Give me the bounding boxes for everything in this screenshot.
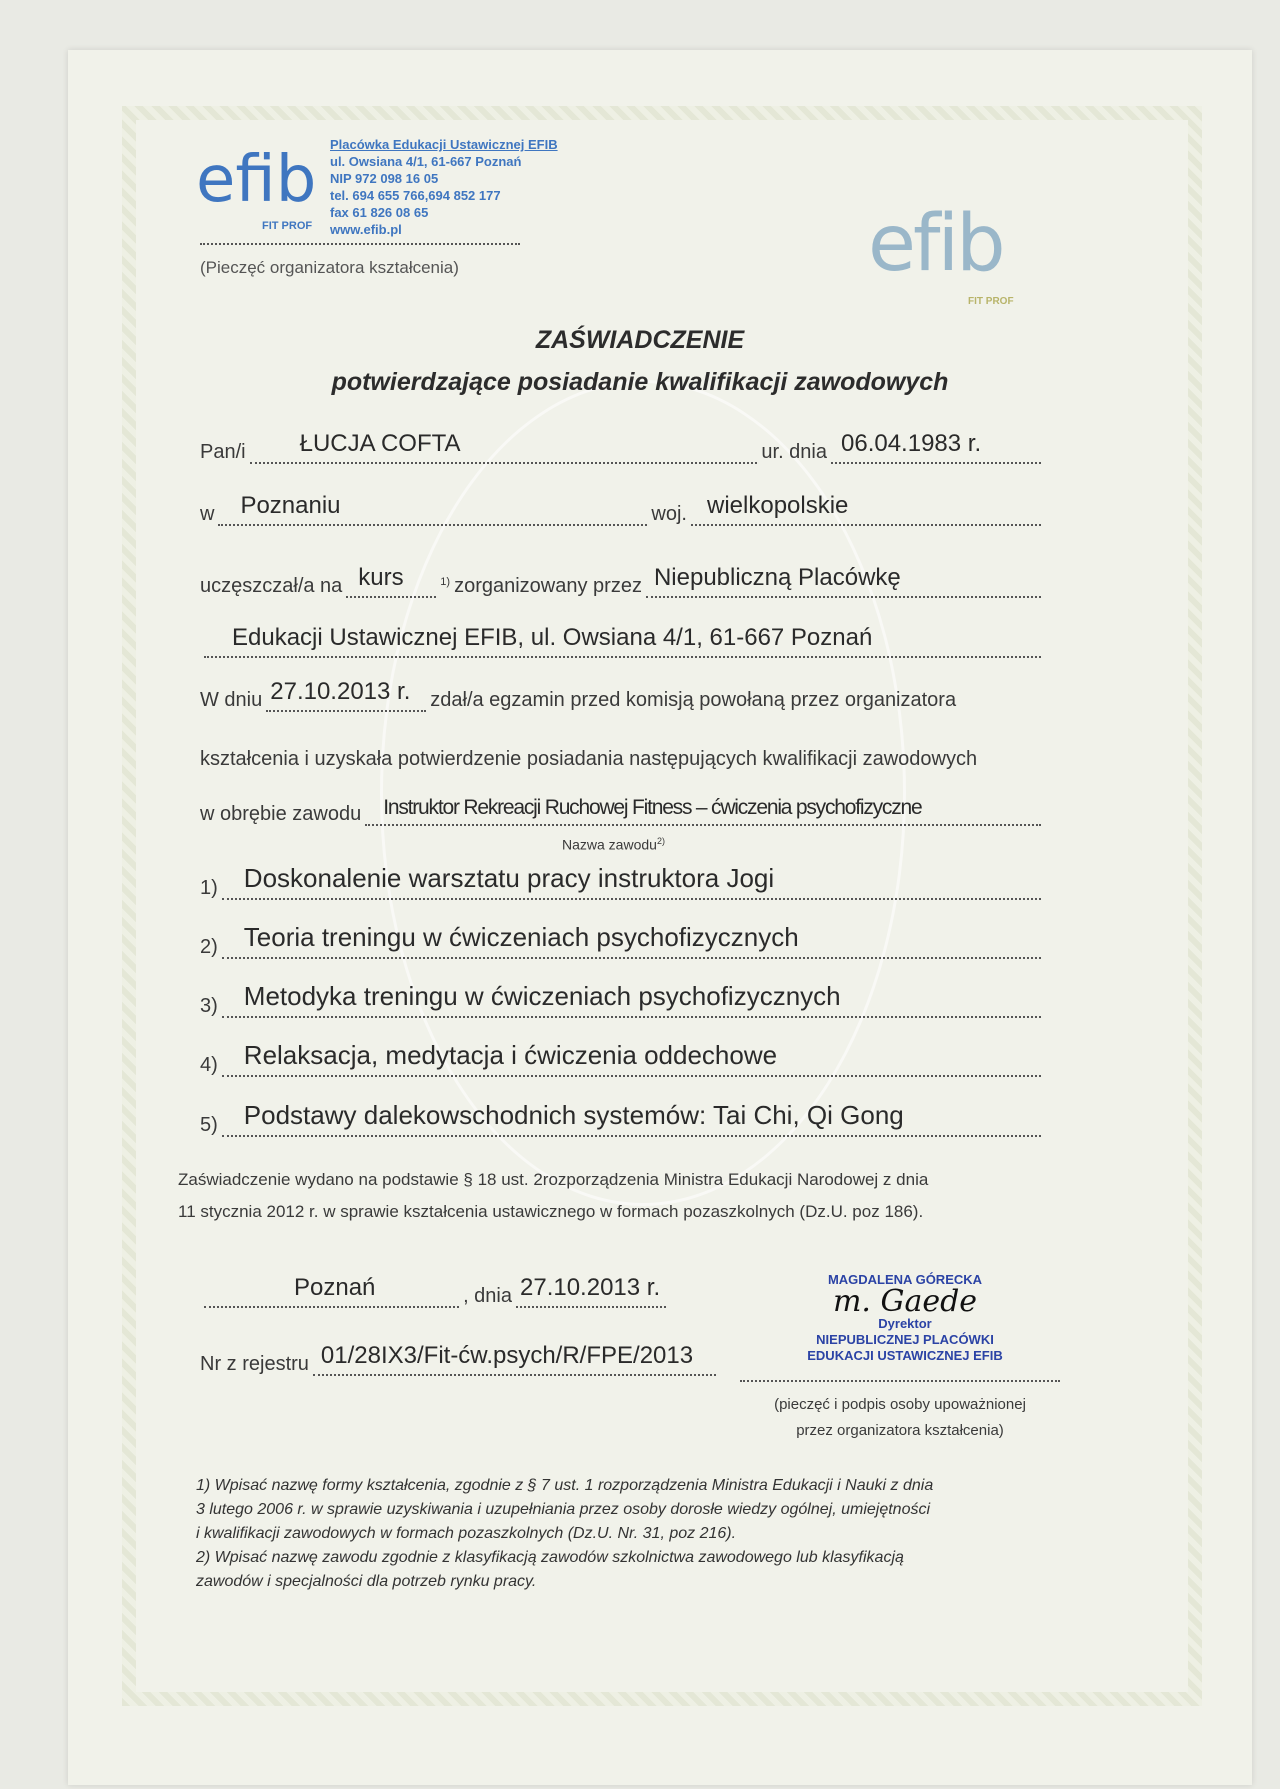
footnotes bbox=[196, 1474, 1056, 1594]
item-number: 5) bbox=[200, 1114, 218, 1136]
signer-org: EDUKACJI USTAWICZNEJ EFIB bbox=[807, 1348, 1003, 1363]
date-label: , dnia bbox=[463, 1285, 512, 1307]
organizer-value-2: Edukacji Ustawicznej EFIB, ul. Owsiana 4/1, 61-667 Poznań bbox=[232, 624, 873, 651]
footnote-ref: 1) bbox=[440, 576, 451, 588]
item-number: 1) bbox=[200, 877, 218, 899]
birth-date-value: 06.04.1983 r. bbox=[841, 430, 982, 457]
qualification-item bbox=[200, 922, 1045, 959]
handwritten-signature: m. Gaede bbox=[832, 1284, 978, 1319]
name-row bbox=[200, 430, 1045, 464]
organized-label: zorganizowany przez bbox=[454, 575, 642, 597]
signer-role: Dyrektor bbox=[878, 1316, 932, 1331]
voivodeship-label: woj. bbox=[651, 503, 687, 525]
item-text: Doskonalenie warsztatu pracy instruktora Jogi bbox=[243, 863, 775, 893]
attended-label: uczęszczał/a na bbox=[200, 575, 343, 597]
footnote-ref: 2) bbox=[656, 836, 665, 846]
stamp-line: ul. Owsiana 4/1, 61-667 Poznań bbox=[330, 154, 522, 169]
legal-basis bbox=[178, 1164, 928, 1228]
register-label: Nr z rejestru bbox=[200, 1353, 309, 1375]
item-text: Metodyka treningu w ćwiczeniach psychofizycznych bbox=[243, 981, 841, 1011]
course-row bbox=[200, 564, 1045, 598]
signature-caption bbox=[740, 1392, 1060, 1444]
name-value: ŁUCJA COFTA bbox=[299, 430, 461, 457]
city-value: Poznaniu bbox=[240, 492, 341, 519]
item-text: Podstawy dalekowschodnich systemów: Tai Chi, Qi Gong bbox=[243, 1100, 904, 1130]
caption-line: (pieczęć i podpis osoby upoważnionej bbox=[774, 1396, 1026, 1413]
signer-org: NIEPUBLICZNEJ PLACÓWKI bbox=[816, 1332, 994, 1347]
item-number: 4) bbox=[200, 1054, 218, 1076]
qualification-item bbox=[200, 1100, 1045, 1137]
legal-line: Zaświadczenie wydano na podstawie § 18 ust. 2rozporządzenia Ministra Edukacji Narodowej z dnia bbox=[178, 1170, 929, 1189]
footnote-line: 1) Wpisać nazwę formy kształcenia, zgodnie z § 7 ust. 1 rozporządzenia Ministra Edukacji i Nauki z dnia bbox=[196, 1477, 934, 1494]
form-value: kurs bbox=[358, 564, 404, 591]
profession-label: w obrębie zawodu bbox=[200, 803, 362, 825]
stamp-caption: (Pieczęć organizatora kształcenia) bbox=[200, 258, 459, 277]
item-text: Relaksacja, medytacja i ćwiczenia oddechowe bbox=[243, 1040, 778, 1070]
profession-caption bbox=[562, 836, 665, 853]
confirm-text: kształcenia i uzyskała potwierdzenie posiadania następujących kwalifikacji zawodowych bbox=[200, 748, 978, 770]
organizer-stamp-text bbox=[330, 136, 558, 238]
item-number: 3) bbox=[200, 995, 218, 1017]
footnote-line: i kwalifikacji zawodowych w formach pozaszkolnych (Dz.U. Nr. 31, poz 216). bbox=[196, 1525, 737, 1542]
brand-logo-sub: FIT PROF bbox=[968, 296, 1014, 307]
city-label: w bbox=[200, 503, 215, 525]
issue-place: Poznań bbox=[294, 1274, 376, 1301]
stamp-line: www.efib.pl bbox=[330, 222, 402, 237]
organizer-value-1: Niepubliczną Placówkę bbox=[653, 564, 901, 591]
caption-text: Nazwa zawodu bbox=[562, 836, 657, 853]
issue-row bbox=[200, 1274, 670, 1308]
document-subtitle: potwierdzające posiadanie kwalifikacji zawodowych bbox=[331, 368, 949, 396]
item-number: 2) bbox=[200, 936, 218, 958]
footnote-line: zawodów i specjalności dla potrzeb rynku pracy. bbox=[196, 1573, 537, 1590]
stamp-line: tel. 694 655 766,694 852 177 bbox=[330, 188, 501, 203]
register-row bbox=[200, 1342, 720, 1376]
profession-row bbox=[200, 796, 1045, 826]
exam-row bbox=[200, 678, 1045, 712]
city-row bbox=[200, 492, 1045, 526]
footnote-line: 2) Wpisać nazwę zawodu zgodnie z klasyfikacją zawodów szkolnictwa zawodowego lub klasyfikacją bbox=[196, 1549, 904, 1566]
name-label: Pan/i bbox=[200, 441, 246, 463]
exam-date-value: 27.10.2013 r. bbox=[270, 678, 411, 705]
stamp-line: NIP 972 098 16 05 bbox=[330, 171, 439, 186]
qualification-item bbox=[200, 863, 1045, 900]
legal-line: 11 stycznia 2012 r. w sprawie kształcenia ustawicznego w formach pozaszkolnych (Dz.U. poz 186). bbox=[178, 1202, 924, 1221]
document-title: ZAŚWIADCZENIE bbox=[535, 326, 745, 354]
voivodeship-value: wielkopolskie bbox=[707, 492, 849, 519]
organizer-logo: efib bbox=[196, 143, 317, 217]
signature-dotted-line bbox=[740, 1380, 1060, 1382]
profession-value: Instruktor Rekreacji Ruchowej Fitness – ćwiczenia psychofizyczne bbox=[383, 796, 922, 819]
organizer-row bbox=[200, 624, 1045, 658]
exam-text: zdał/a egzamin przed komisją powołaną przez organizatora bbox=[430, 689, 957, 711]
item-text: Teoria treningu w ćwiczeniach psychofizycznych bbox=[243, 922, 799, 952]
stamp-line: Placówka Edukacji Ustawicznej EFIB bbox=[330, 137, 558, 152]
stamp-line: fax 61 826 08 65 bbox=[330, 205, 429, 220]
signature-stamp bbox=[790, 1272, 1020, 1364]
register-number: 01/28IX3/Fit-ćw.psych/R/FPE/2013 bbox=[320, 1342, 694, 1369]
organizer-logo-sub: FIT PROF bbox=[262, 220, 313, 232]
brand-logo: efib bbox=[868, 199, 1003, 289]
issue-date: 27.10.2013 r. bbox=[520, 1274, 661, 1301]
birth-label: ur. dnia bbox=[761, 441, 827, 463]
signer-name: MAGDALENA GÓRECKA bbox=[827, 1272, 983, 1287]
qualification-item bbox=[200, 981, 1045, 1018]
caption-line: przez organizatora kształcenia) bbox=[796, 1422, 1004, 1439]
confirm-row bbox=[200, 748, 1045, 771]
footnote-line: 3 lutego 2006 r. w sprawie uzyskiwania i uzupełniania przez osoby dorosłe wiedzy ogólnej, umiejętności bbox=[196, 1501, 931, 1518]
stamp-dotted-line bbox=[200, 243, 520, 245]
exam-label: W dniu bbox=[200, 689, 263, 711]
qualification-item bbox=[200, 1040, 1045, 1077]
